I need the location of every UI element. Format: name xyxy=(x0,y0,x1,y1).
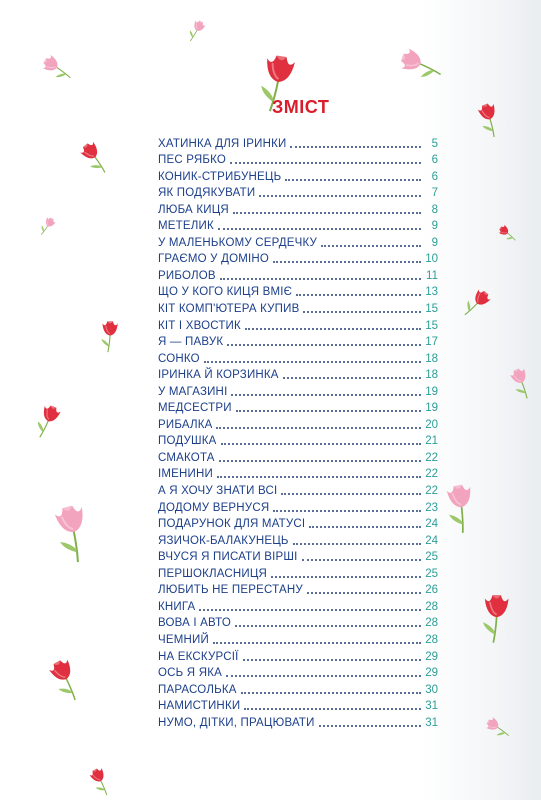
tulip-icon xyxy=(392,40,448,87)
toc-entry-title: ПАРАСОЛЬКА xyxy=(158,683,237,696)
toc-entry-title: КІТ КОМП'ЮТЕРА КУПИВ xyxy=(158,303,300,316)
tulip-icon xyxy=(83,762,118,800)
tulip-icon xyxy=(183,15,210,46)
dot-leader xyxy=(307,592,421,594)
tulip-icon xyxy=(29,399,67,444)
dot-leader xyxy=(230,162,421,164)
toc-entry xyxy=(158,713,438,730)
toc-entry xyxy=(158,167,438,184)
toc-entry-title: РИБОЛОВ xyxy=(158,269,216,282)
toc-entry-title: ПОДАРУНОК ДЛЯ МАТУСІ xyxy=(158,518,306,531)
toc-entry-page-number: 31 xyxy=(425,716,438,729)
toc-entry-page-number: 28 xyxy=(425,617,438,630)
toc-entry-title: ЯЗИЧОК-БАЛАКУНЕЦЬ xyxy=(158,534,289,547)
dot-leader xyxy=(293,543,421,545)
toc-entry xyxy=(158,151,438,168)
toc-entry-page-number: 22 xyxy=(425,451,438,464)
tulip-icon xyxy=(40,650,93,708)
tulip-icon xyxy=(73,134,118,180)
page-title: ЗМІСТ xyxy=(272,97,330,117)
dot-leader xyxy=(309,526,421,528)
toc-entry xyxy=(158,664,438,681)
toc-entry-title: ВОВА І АВТО xyxy=(158,617,232,630)
toc-entry-page-number: 24 xyxy=(425,518,438,531)
toc-entry-title: ДОДОМУ ВЕРНУСЯ xyxy=(158,501,270,514)
toc-entry-page-number: 25 xyxy=(425,551,438,564)
toc-entry-page-number: 17 xyxy=(425,336,438,349)
dot-leader xyxy=(218,228,421,230)
toc-entry-title: ЧЕМНИЙ xyxy=(158,633,209,646)
toc-entry-title: ВЧУСЯ Я ПИСАТИ ВІРШІ xyxy=(158,551,298,564)
toc-entry-title: У МАЛЕНЬКОМУ СЕРДЕЧКУ xyxy=(158,236,318,249)
toc-entry xyxy=(158,299,438,316)
dot-leader xyxy=(233,212,421,214)
toc-entry xyxy=(158,366,438,383)
dot-leader xyxy=(241,692,421,694)
tulip-icon xyxy=(478,590,515,644)
toc-entry-title: ПЕС РЯБКО xyxy=(158,154,227,167)
dot-leader xyxy=(204,361,421,363)
toc-entry-page-number: 22 xyxy=(425,468,438,481)
toc-entry-page-number: 21 xyxy=(425,435,438,448)
toc-entry xyxy=(158,134,438,151)
toc-entry-title: НАМИСТИНКИ xyxy=(158,700,241,713)
toc-entry xyxy=(158,597,438,614)
toc-entry-title: ГРАЄМО У ДОМІНО xyxy=(158,253,270,266)
toc-entry-page-number: 7 xyxy=(431,187,438,200)
dot-leader xyxy=(245,328,421,330)
dot-leader xyxy=(217,476,421,478)
toc-entry-page-number: 18 xyxy=(425,369,438,382)
toc-entry xyxy=(158,614,438,631)
toc-entry-page-number: 6 xyxy=(431,170,438,183)
dot-leader xyxy=(231,394,421,396)
toc-entry xyxy=(158,432,438,449)
toc-entry-page-number: 13 xyxy=(425,286,438,299)
dot-leader xyxy=(271,576,421,578)
dot-leader xyxy=(290,146,421,148)
toc-entry-title: КІТ І ХВОСТИК xyxy=(158,319,241,332)
toc-entry xyxy=(158,564,438,581)
toc-entry xyxy=(158,481,438,498)
toc-entry xyxy=(158,415,438,432)
toc-entry-page-number: 23 xyxy=(425,501,438,514)
dot-leader xyxy=(216,427,421,429)
toc-entry xyxy=(158,283,438,300)
toc-entry xyxy=(158,333,438,350)
toc-entry-title: НА ЕКСКУРСІЇ xyxy=(158,650,239,663)
toc-entry xyxy=(158,647,438,664)
dot-leader xyxy=(283,377,421,379)
toc-entry-title: ЯК ПОДЯКУВАТИ xyxy=(158,187,256,200)
toc-entry-title: СОНКО xyxy=(158,352,200,365)
toc-entry-title: НУМО, ДІТКИ, ПРАЦЮВАТИ xyxy=(158,716,315,729)
toc-entry xyxy=(158,680,438,697)
dot-leader xyxy=(243,659,422,661)
dot-leader xyxy=(273,261,421,263)
tulip-icon xyxy=(35,213,60,240)
toc-entry-title: ПЕРШОКЛАСНИЦЯ xyxy=(158,567,268,580)
toc-entry xyxy=(158,515,438,532)
dot-leader xyxy=(273,510,421,512)
toc-entry-title: КОНИК-СТРИБУНЕЦЬ xyxy=(158,170,282,183)
toc-entry-title: ОСЬ Я ЯКА xyxy=(158,667,222,680)
toc-entry xyxy=(158,630,438,647)
toc-entry xyxy=(158,184,438,201)
toc-entry xyxy=(158,200,438,217)
tulip-icon xyxy=(504,362,541,404)
toc-entry-title: МЕДСЕСТРИ xyxy=(158,402,232,415)
tulip-icon xyxy=(439,477,485,537)
toc-entry-page-number: 25 xyxy=(425,567,438,580)
tulip-icon xyxy=(36,48,79,87)
toc-entry-page-number: 15 xyxy=(425,303,438,316)
toc-entry-title: ІМЕНИНИ xyxy=(158,468,213,481)
dot-leader xyxy=(227,344,421,346)
dot-leader xyxy=(236,410,421,412)
toc-entry-page-number: 6 xyxy=(431,154,438,167)
toc-entry-page-number: 29 xyxy=(425,650,438,663)
toc-entry xyxy=(158,465,438,482)
toc-entry xyxy=(158,349,438,366)
toc-entry-title: ІРИНКА Й КОРЗИНКА xyxy=(158,369,279,382)
toc-entry-title: ХАТИНКА ДЛЯ ІРИНКИ xyxy=(158,137,287,150)
toc-entry-page-number: 15 xyxy=(425,319,438,332)
toc-entry-title: А Я ХОЧУ ЗНАТИ ВСІ xyxy=(158,485,278,498)
toc-entry xyxy=(158,581,438,598)
toc-entry-page-number: 9 xyxy=(431,220,438,233)
dot-leader xyxy=(235,625,421,627)
toc-entry-page-number: 30 xyxy=(425,683,438,696)
dot-leader xyxy=(319,725,421,727)
toc-entry-page-number: 31 xyxy=(425,700,438,713)
toc-entry xyxy=(158,250,438,267)
toc-entry xyxy=(158,548,438,565)
tulip-icon xyxy=(480,712,515,744)
toc-entry-page-number: 19 xyxy=(425,385,438,398)
toc-entry-page-number: 8 xyxy=(431,203,438,216)
dot-leader xyxy=(221,443,422,445)
toc-entry-title: КНИГА xyxy=(158,600,196,613)
tulip-icon xyxy=(457,282,498,325)
toc-entry-page-number: 18 xyxy=(425,352,438,365)
toc-entry-page-number: 5 xyxy=(431,137,438,150)
toc-entry xyxy=(158,316,438,333)
toc-entry-page-number: 26 xyxy=(425,584,438,597)
dot-leader xyxy=(296,294,421,296)
toc-entry-title: Я — ПАВУК xyxy=(158,336,224,349)
dot-leader xyxy=(321,245,421,247)
toc-entry-page-number: 10 xyxy=(425,253,438,266)
toc-entry-title: ЛЮБА КИЦЯ xyxy=(158,203,229,216)
toc-entry xyxy=(158,531,438,548)
toc-entry-page-number: 19 xyxy=(425,402,438,415)
dot-leader xyxy=(199,609,421,611)
toc-entry-page-number: 20 xyxy=(425,418,438,431)
toc-entry-title: СМАКОТА xyxy=(158,451,215,464)
tulip-icon xyxy=(44,495,103,568)
toc-entry xyxy=(158,233,438,250)
toc-entry xyxy=(158,217,438,234)
toc-entry-page-number: 29 xyxy=(425,667,438,680)
dot-leader xyxy=(303,311,421,313)
toc-entry xyxy=(158,448,438,465)
toc-entry-title: ЩО У КОГО КИЦЯ ВМІЄ xyxy=(158,286,293,299)
dot-leader xyxy=(259,195,421,197)
toc-entry xyxy=(158,399,438,416)
toc-entry xyxy=(158,697,438,714)
toc-entry-page-number: 24 xyxy=(425,534,438,547)
toc-entry-page-number: 28 xyxy=(425,633,438,646)
toc-entry-page-number: 9 xyxy=(431,236,438,249)
toc-entry xyxy=(158,266,438,283)
dot-leader xyxy=(219,460,421,462)
tulip-icon xyxy=(98,318,122,353)
toc-entry-page-number: 11 xyxy=(426,269,438,282)
toc-entry-title: ЛЮБИТЬ НЕ ПЕРЕСТАНУ xyxy=(158,584,303,597)
toc-entry-title: У МАГАЗИНІ xyxy=(158,385,228,398)
table-of-contents xyxy=(158,134,438,730)
dot-leader xyxy=(226,675,421,677)
tulip-icon xyxy=(471,97,509,142)
toc-entry-title: МЕТЕЛИК xyxy=(158,220,214,233)
dot-leader xyxy=(244,708,421,710)
toc-entry xyxy=(158,382,438,399)
toc-entry-title: ПОДУШКА xyxy=(158,435,217,448)
toc-entry xyxy=(158,498,438,515)
dot-leader xyxy=(220,278,421,280)
dot-leader xyxy=(281,493,421,495)
dot-leader xyxy=(285,179,421,181)
toc-entry-title: РИБАЛКА xyxy=(158,418,213,431)
dot-leader xyxy=(213,642,421,644)
toc-entry-page-number: 22 xyxy=(425,485,438,498)
tulip-icon xyxy=(494,220,521,245)
dot-leader xyxy=(302,559,421,561)
toc-entry-page-number: 28 xyxy=(425,600,438,613)
